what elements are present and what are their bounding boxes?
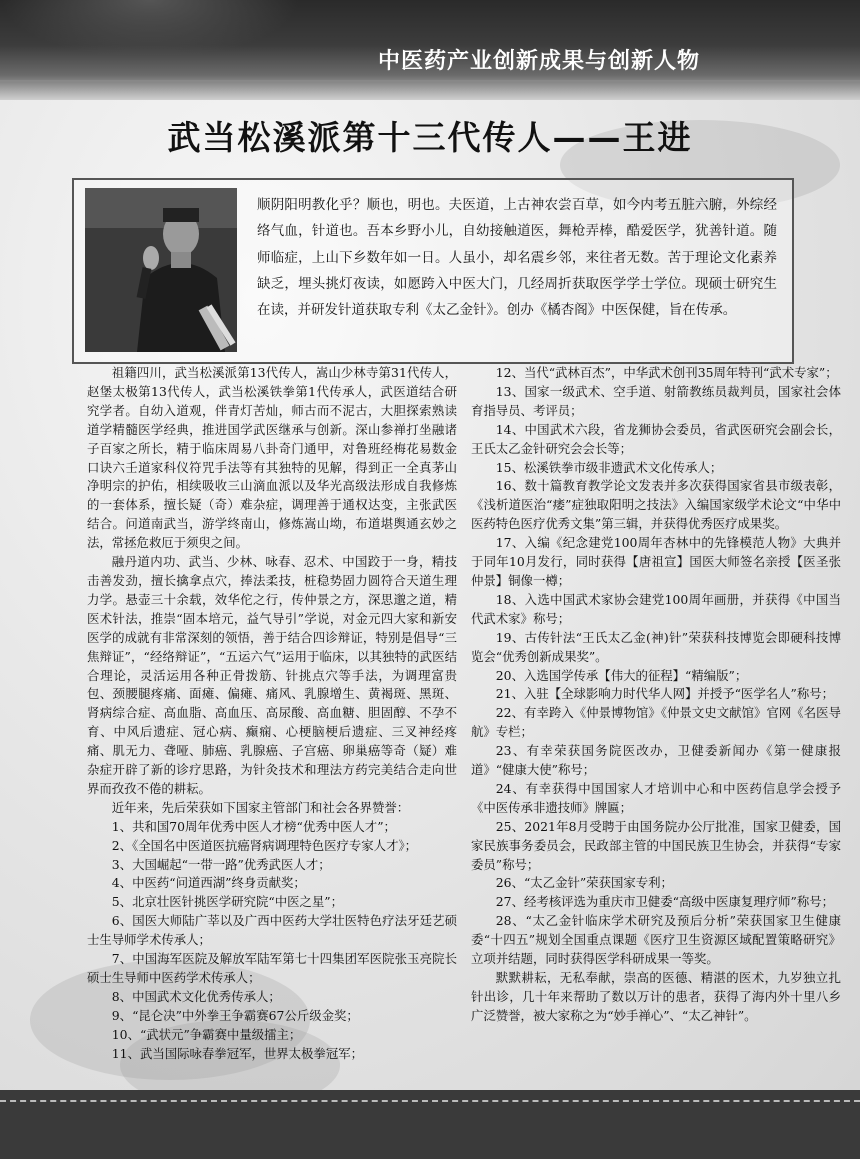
honor-item: 18、入选中国武术家协会建党100周年画册，并获得《中国当代武术家》称号； — [471, 591, 841, 626]
honor-item: 5、北京壮医针挑医学研究院“中医之星”； — [111, 894, 343, 910]
honor-item: 19、古传针法“王氏太乙金(神)针”荣获科技博览会即硬科技博览会“优秀创新成果奖”。 — [471, 629, 841, 664]
honor-item: 21、入驻【全球影响力时代华人网】并授予“医学名人”称号； — [495, 686, 834, 702]
honor-item: 28、“太乙金针临床学术研究及预后分析”荣获国家卫生健康委“十四五”规划全国重点课题《医疗卫生资源区域配置策略研究》立项并结题，同时获得医学科研成果一等奖。 — [471, 913, 841, 967]
honor-item: 14、中国武术六段，省龙狮协会委员，省武医研究会副会长，王氏太乙金针研究会会长等； — [471, 421, 841, 456]
person-figure-icon — [85, 188, 237, 352]
honor-item: 27、经考核评选为重庆市卫健委“高级中医康复理疗师”称号； — [495, 894, 834, 910]
intro-text: 顺阴阳明教化乎？顺也，明也。夫医道，上古神农尝百草，如今内考五脏六腑，外综经络气血，针道也。吾本乡野小儿，自幼接触道医，舞枪弄棒，酷爱医学，犹善针道。随师临症，上山下乡数年如一日。人虽小，却名震乡邻，来往者无数。苦于理论文化素养缺乏，埋头挑灯夜读，如愿跨入中医大门，几经周折获取医学学士学位。现硕士研究生在读，并研发针道获取专利《太乙金针》。创办《橘杏阁》中医保健，旨在传承。 — [257, 197, 777, 319]
honor-item: 4、中医药“问道西湖”终身贡献奖； — [111, 875, 306, 891]
honor-item: 13、国家一级武术、空手道、射箭教练员裁判员，国家社会体育指导员、考评员； — [471, 383, 841, 418]
footer-dashed-divider — [0, 1100, 860, 1102]
section-title: 中医药产业创新成果与创新人物 — [377, 49, 700, 74]
honor-item: 7、中国海军医院及解放军陆军第七十四集团军医院张玉亮院长硕士生导师中医药学术传承人； — [87, 951, 457, 985]
honor-item: 17、入编《纪念建党100周年杏林中的先锋模范人物》大典并于同年10月发行，同时获得【唐祖宣】国医大师签名亲授【医圣张仲景】铜像一樽； — [471, 535, 841, 588]
honor-item: 2、《全国名中医道医抗癌肾病调理特色医疗专家人才》； — [111, 837, 418, 853]
bio-paragraph: 融丹道内功、武当、少林、咏春、忍术、中国跤于一身，精技击善发劲，擅长擒拿点穴，捧法柔技，桩稳势固力圆符合天道生理力学。悬壶三十余载，效华佗之行，传仲景之方，深思邈之道，精医术针法，推崇“固本培元，益气导引”学说，对金元四大家和新安医学的成就有非常深刻的领悟，善于结合四诊辩证，特别是倡导“三焦辩证”，“经络辩证”，“五运六气”运用于临床，以其独特的武医结合理论，灵活运用各种正骨拨筋、针挑点穴等手法，为调理富贵包、颈腰腿疼痛、面瘫、偏瘫、痛风、乳腺增生、黄褐斑、黑斑、肾病综合症、高血脂、高血压、高尿酸、高血糖、胆固醇、不孕不育、中风后遗症、冠心病、癫痫、心梗脑梗后遗症、三叉神经疼痛、肌无力、聋哑、肺癌、乳腺癌、子宫癌、卵巢癌等奇（疑）难杂症开辟了新的诊疗思路，为针灸技术和理法方药完美结合走向世界而孜孜不倦的耕耘。 — [87, 554, 457, 796]
honor-item: 9、“昆仑决”中外拳王争霸赛67公斤级金奖； — [111, 1007, 359, 1023]
honor-item: 6、国医大师陆广莘以及广西中医药大学壮医特色疗法牙廷艺硕士生导师学术传承人； — [87, 913, 457, 948]
honor-item: 3、大国崛起“一带一路”优秀武医人才； — [111, 856, 331, 872]
honor-item: 26、“太乙金针”荣获国家专利； — [495, 875, 673, 891]
honor-item: 24、有幸获得中国国家人才培训中心和中医药信息学会授予《中医传承非遗技师》牌匾； — [471, 780, 841, 815]
header-divider — [0, 80, 860, 83]
left-column — [87, 364, 457, 1064]
honor-item: 23、有幸荣获国务院医改办，卫健委新闻办《第一健康报道》“健康大使”称号； — [471, 743, 841, 778]
honor-item: 25、2021年8月受聘于由国务院办公厅批准，国家卫健委，国家民族事务委员会，民政部主管的中国民族卫生协会，并获得“专家委员”称号； — [471, 818, 841, 872]
bio-paragraph: 祖籍四川，武当松溪派第13代传人，嵩山少林寺第31代传人，赵堡太极第13代传人，武当松溪铁拳第1代传承人，武医道结合研究学者。自幼入道观，伴青灯苦灿，师古而不泥古，大胆探索熟读道学精髓医学经典，推进国学武医继承与创新。深山参禅打坐融诸子百家之所长，精于临床周易八卦奇门通甲，对鲁班经梅花易数金口诀六壬道家科仪符咒手法等有其独特的见解，得到正一全真茅山净明宗的护佑，相续吸收三山滴血派以及华光高级法形成自我修炼的一套体系，擅长疑（奇）难杂症，调理善于通权达变，主张武医结合。问道南武当，游学终南山，修炼嵩山坳，布道堪舆通玄妙之法，常拯危救厄于须臾之间。 — [87, 365, 457, 551]
closing-paragraph: 默默耕耘，无私奉献，崇高的医德、精湛的医术，九岁独立扎针出诊，几十年来帮助了数以万计的患者，获得了海内外十里八乡广泛赞誉，被大家称之为“妙手禅心”、“太乙神针”。 — [471, 970, 841, 1023]
header-emblem — [0, 0, 300, 60]
honors-intro: 近年来，先后荣获如下国家主管部门和社会各界赞誉： — [111, 799, 410, 815]
honor-item: 16、数十篇教育教学论文发表并多次获得国家省县市级表彰，《浅析道医治“痿”症独取阳明之技法》入编国家级学术论文“中华中医药特色医疗优秀文集”第三辑，并获得优秀医疗成果奖。 — [471, 478, 841, 532]
honor-item: 10、“武状元”争霸赛中量级擂主； — [111, 1026, 302, 1042]
portrait-photo — [85, 188, 237, 352]
honor-item: 15、松溪铁拳市级非遗武术文化传承人； — [495, 459, 723, 475]
intro-box — [72, 178, 794, 364]
honor-item: 20、入选国学传承【伟大的征程】“精编版”； — [495, 667, 748, 683]
honor-item: 1、共和国70周年优秀中医人才榜“优秀中医人才”； — [111, 818, 396, 834]
honor-item: 22、有幸跨入《仲景博物馆》《仲景文史文献馆》官网《名医导航》专栏； — [471, 705, 841, 740]
honor-item: 8、中国武术文化优秀传承人； — [111, 988, 281, 1004]
honor-item: 12、当代“武林百杰”，中华武术创刊35周年特刊“武术专家”； — [495, 365, 838, 380]
honor-item: 11、武当国际咏春拳冠军，世界太极拳冠军； — [111, 1045, 363, 1061]
right-column — [471, 364, 841, 1026]
article-title: 武当松溪派第十三代传人——王进 — [167, 118, 693, 157]
header-band — [0, 0, 860, 100]
